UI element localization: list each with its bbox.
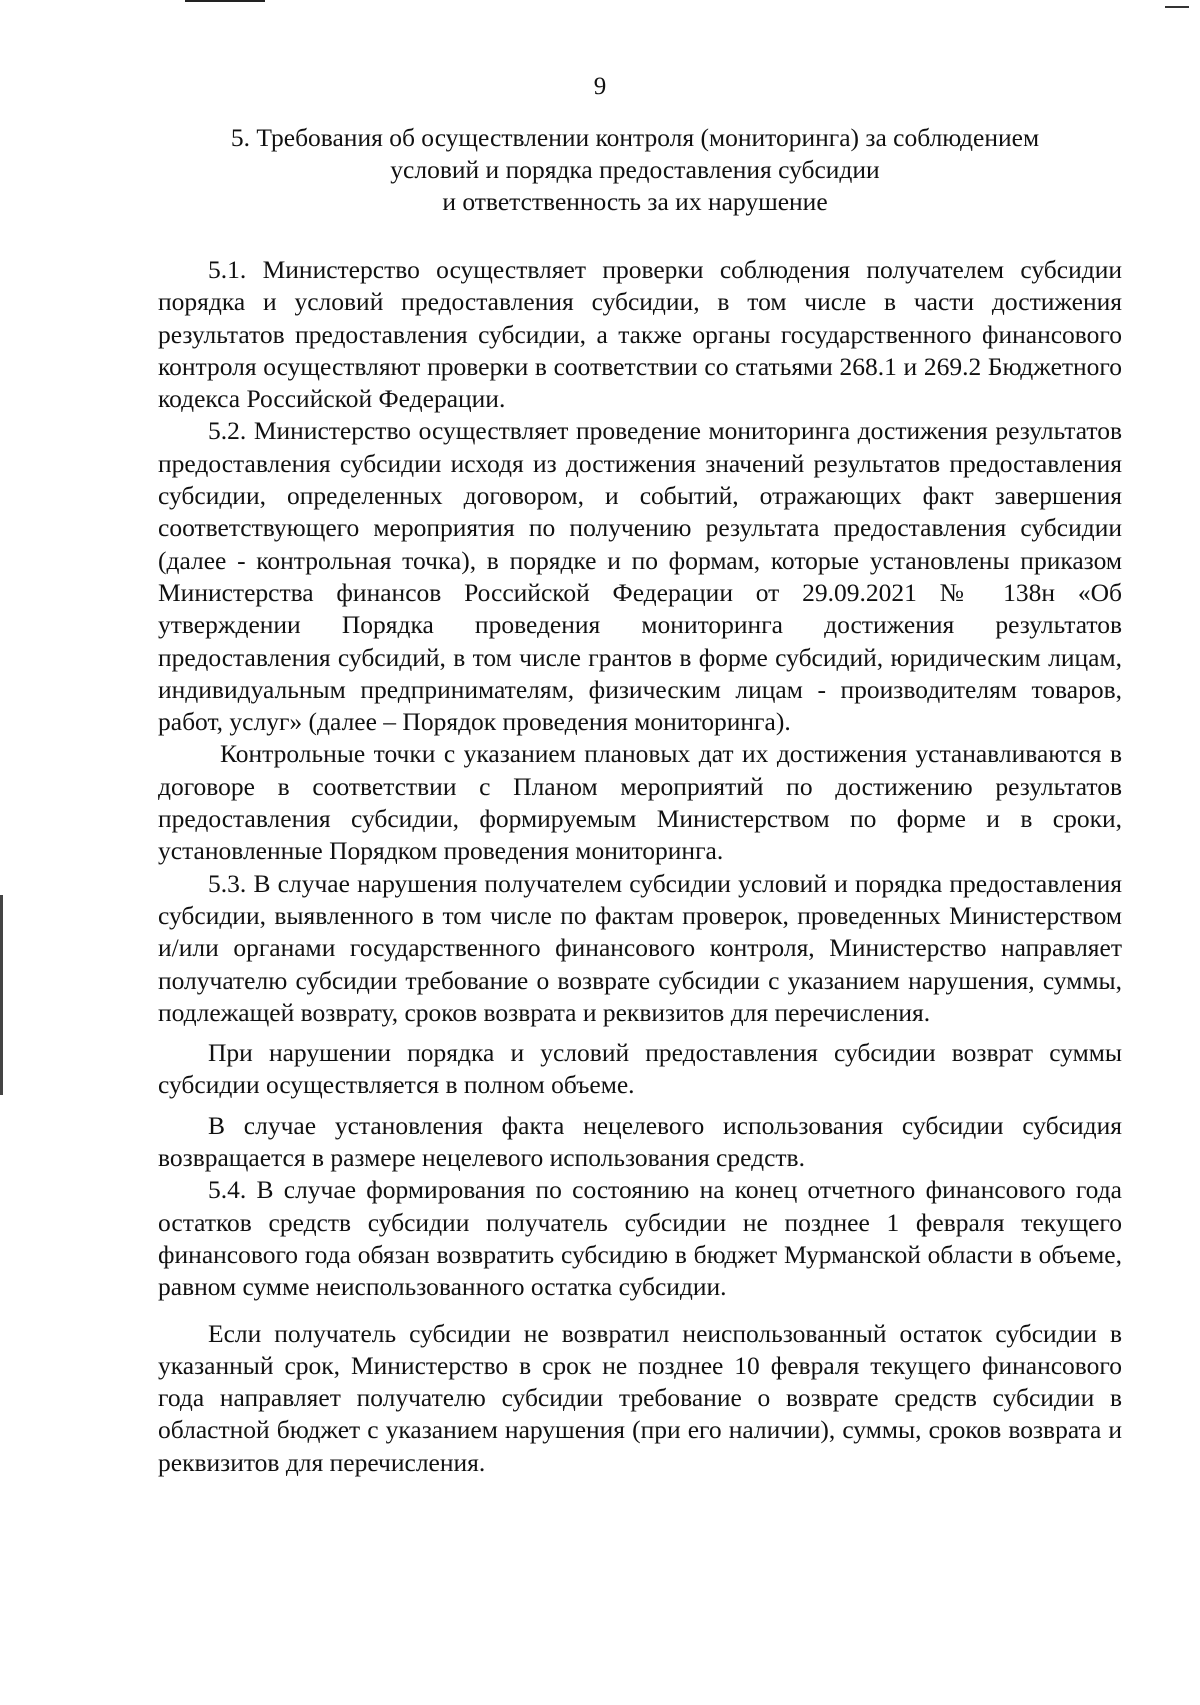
paragraph-5-1: 5.1. Министерство осуществляет проверки соблюдения получателем субсидии порядка и условий предоставления субсидии, в том числе в части достижения результатов предоставления субсидии, а также органы государственного финансового контроля осуществляют проверки в соответствии со статьями 268.1 и 269.2 Бюджетного кодекса Российской Федерации. [158, 255, 1122, 414]
section-heading-line-1: 5. Требования об осуществлении контроля (мониторинга) за соблюдением [230, 123, 1040, 152]
document-body [158, 254, 1122, 1479]
section-heading-line-3: и ответственность за их нарушение [442, 187, 828, 216]
paragraph-unreturned-balance: Если получатель субсидии не возвратил неиспользованный остаток субсидии в указанный срок, Министерство в срок не позднее 10 февраля текущего финансового года направляет получателю субсидии требование о возврате средств субсидии в областной бюджет с указанием нарушения (при его наличии), суммы, сроков возврата и реквизитов для перечисления. [158, 1318, 1122, 1477]
paragraph-5-4: 5.4. В случае формирования по состоянию на конец отчетного финансового года остатков средств субсидии получатель субсидии не позднее 1 февраля текущего финансового года обязан возвратить субсидию в бюджет Мурманской области в объеме, равном сумме неиспользованного остатка субсидии. [158, 1175, 1122, 1302]
section-heading [150, 122, 1120, 218]
scan-edge-mark-top [185, 0, 265, 2]
paragraph-5-2: 5.2. Министерство осуществляет проведение мониторинга достижения результатов предоставления субсидии исходя из достижения значений результатов предоставления субсидии, определенных договором, и событий, отражающих факт завершения соответствующего мероприятия по получению результата предоставления субсидии (далее - контрольная точка), в порядке и по формам, которые установлены приказом Министерства финансов Российской Федерации от 29.09.2021 № 138н «Об утверждении Порядка проведения мониторинга достижения результатов предоставления субсидий, в том числе грантов в форме субсидий, юридическим лицам, индивидуальным предпринимателям, физическим лицам - производителям товаров, работ, услуг» (далее – Порядок проведения мониторинга). [158, 416, 1122, 737]
section-heading-line-2: условий и порядка предоставления субсидии [390, 155, 880, 184]
paragraph-5-3: 5.3. В случае нарушения получателем субсидии условий и порядка предоставления субсидии, выявленного в том числе по фактам проверок, проведенных Министерством и/или органами государственного финансового контроля, Министерство направляет получателю субсидии требование о возврате субсидии с указанием нарушения, суммы, подлежащей возврату, сроков возврата и реквизитов для перечисления. [158, 868, 1122, 1027]
paragraph-violation-return: При нарушении порядка и условий предоставления субсидии возврат суммы субсидии осуществляется в полном объеме. [158, 1038, 1122, 1100]
paragraph-control-points: Контрольные точки с указанием плановых дат их достижения устанавливаются в договоре в соответствии с Планом мероприятий по достижению результатов предоставления субсидии, формируемым Министерством по форме и в сроки, установленные Порядком проведения мониторинга. [158, 739, 1122, 866]
page-number: 9 [593, 73, 607, 100]
scan-edge-mark-left [0, 895, 3, 1095]
scan-edge-mark-right [1165, 6, 1189, 8]
paragraph-misuse-return: В случае установления факта нецелевого использования субсидии субсидия возвращается в размере нецелевого использования средств. [158, 1110, 1122, 1173]
